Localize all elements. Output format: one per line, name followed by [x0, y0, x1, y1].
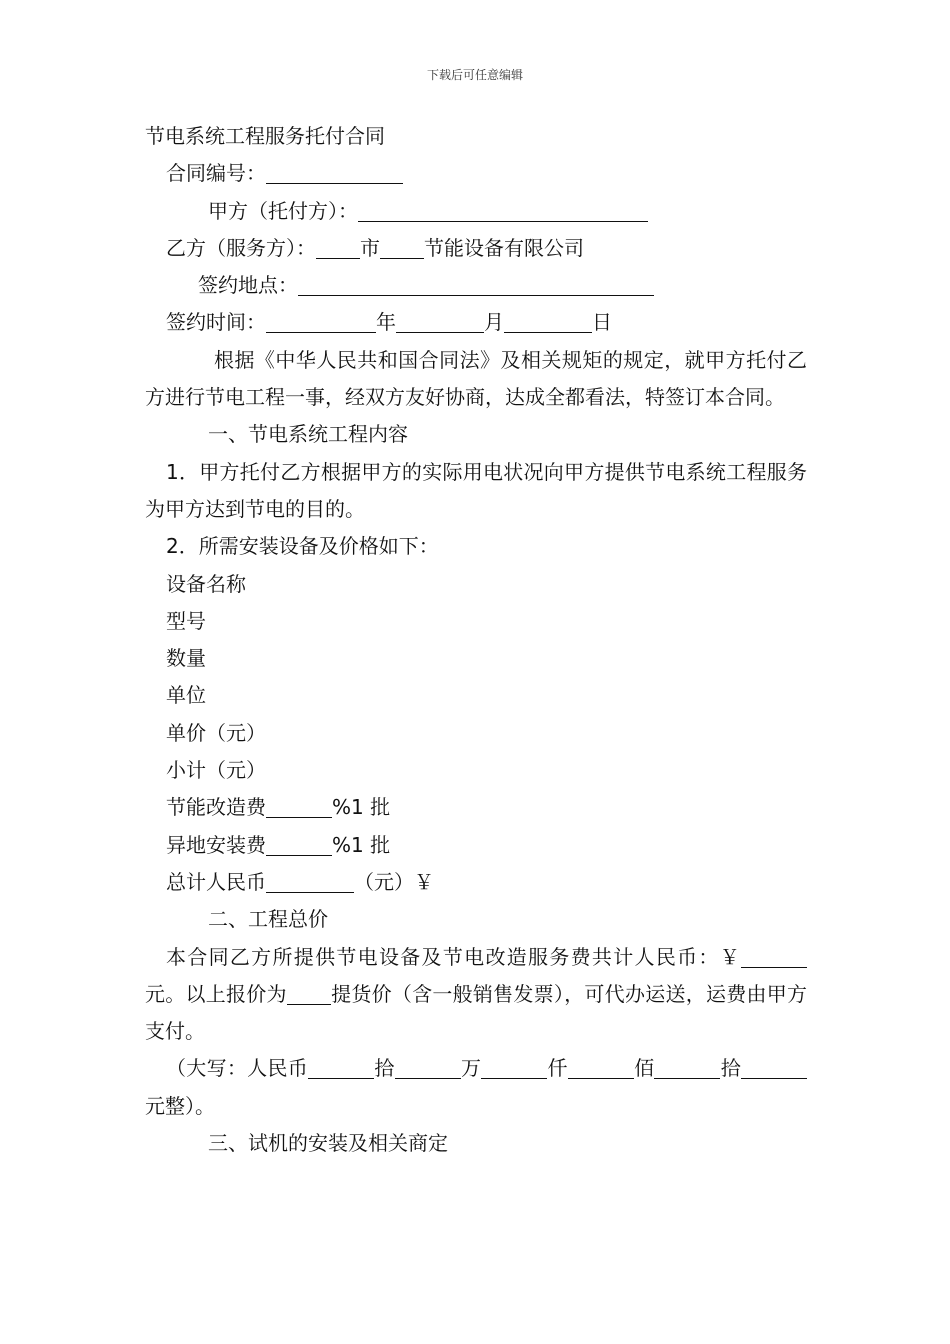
price-text-1: 本合同乙方所提供节电设备及节电改造服务费共计人民币：￥: [166, 944, 741, 969]
sign-place-line: [145, 267, 807, 304]
capital-unit-5: 拾: [720, 1056, 742, 1081]
sign-time-line: [145, 304, 807, 341]
field-model-label: 型号: [166, 608, 206, 633]
field-unit: [145, 677, 807, 714]
price-amount-blank[interactable]: [741, 945, 807, 968]
fee-installation-label: 异地安装费: [166, 832, 266, 857]
capital-blank-6[interactable]: [741, 1056, 807, 1079]
item-2-line: [145, 528, 807, 565]
party-b-name-blank[interactable]: [380, 234, 424, 259]
capital-blank-1[interactable]: [308, 1056, 374, 1079]
party-a-line: [145, 193, 807, 230]
field-unit-label: 单位: [166, 683, 206, 708]
section-3-heading: [145, 1125, 807, 1162]
field-equipment-name: [145, 566, 807, 603]
capital-blank-2[interactable]: [395, 1056, 461, 1079]
price-text-2: 元。以上报价为: [145, 981, 287, 1006]
header-note: 下载后可任意编辑: [426, 68, 523, 82]
capital-blank-4[interactable]: [568, 1056, 634, 1079]
capital-unit-2: 万: [460, 1056, 482, 1081]
section-2-heading: [145, 901, 807, 938]
section-1-heading: [145, 416, 807, 453]
capital-amount-paragraph: [145, 1050, 807, 1125]
capital-blank-5[interactable]: [654, 1056, 720, 1079]
section-3-title: 三、试机的安装及相关商定: [208, 1131, 448, 1156]
capital-suffix: 元整）。: [145, 1093, 215, 1118]
total-blank[interactable]: [266, 870, 354, 893]
capital-blank-3[interactable]: [481, 1056, 547, 1079]
party-b-company-label: 节能设备有限公司: [424, 235, 584, 260]
contract-title-text: 节电系统工程服务托付合同: [145, 124, 385, 148]
price-text-3: 提货价（含一般销售发票），可代办运送，运费由甲方支付。: [145, 981, 808, 1044]
fee-installation-blank[interactable]: [266, 833, 332, 856]
contract-document: [145, 118, 807, 1162]
party-b-label: 乙方（服务方）：: [166, 235, 316, 260]
fee-renovation-label: 节能改造费: [166, 795, 266, 820]
section-2-title: 二、工程总价: [208, 907, 328, 932]
field-subtotal-label: 小计（元）: [166, 758, 266, 783]
capital-prefix: （大写：人民币: [166, 1056, 309, 1081]
fee-installation-suffix: %1 批: [332, 832, 391, 857]
sign-month-blank[interactable]: [396, 308, 484, 333]
fee-renovation-suffix: %1 批: [332, 795, 391, 820]
fee-renovation-blank[interactable]: [266, 795, 332, 818]
party-a-label: 甲方（托付方）：: [208, 198, 358, 223]
sign-place-label: 签约地点：: [198, 273, 298, 298]
field-unit-price-label: 单价（元）: [166, 720, 266, 745]
sign-day-blank[interactable]: [504, 308, 592, 333]
party-b-city-blank[interactable]: [316, 234, 360, 259]
item-2-text: 2．所需安装设备及价格如下：: [166, 534, 439, 559]
field-subtotal: [145, 752, 807, 789]
party-a-blank[interactable]: [358, 197, 648, 222]
fee-installation-line: [145, 827, 807, 864]
contract-number-line: [145, 155, 807, 192]
fee-renovation-line: [145, 789, 807, 826]
contract-title: [145, 118, 807, 155]
intro-paragraph: 根据《中华人民共和国合同法》及相关规矩的规定，就甲方托付乙方进行节电工程一事，经双方友好协商，达成全都看法，特签订本合同。: [145, 347, 807, 410]
sign-year-blank[interactable]: [266, 308, 376, 333]
total-line: [145, 864, 807, 901]
field-model: [145, 603, 807, 640]
section-1-title: 一、节电系统工程内容: [208, 422, 408, 447]
sign-place-blank[interactable]: [298, 271, 654, 296]
year-label: 年: [376, 310, 396, 335]
total-label: 总计人民币: [166, 869, 266, 894]
day-label: 日: [592, 310, 612, 335]
field-quantity: [145, 640, 807, 677]
capital-unit-3: 仟: [547, 1056, 568, 1081]
capital-unit-4: 佰: [633, 1056, 655, 1081]
field-quantity-label: 数量: [166, 646, 206, 671]
party-b-city-label: 市: [360, 235, 380, 260]
contract-number-label: 合同编号：: [166, 161, 266, 186]
total-suffix: （元）￥: [354, 869, 434, 894]
price-paragraph: [145, 939, 807, 1051]
price-type-blank[interactable]: [287, 982, 331, 1005]
capital-unit-1: 拾: [374, 1056, 395, 1081]
field-unit-price: [145, 715, 807, 752]
party-b-line: [145, 230, 807, 267]
contract-number-blank[interactable]: [266, 159, 403, 184]
item-1-paragraph: 1．甲方托付乙方根据甲方的实际用电状况向甲方提供节电系统工程服务为甲方达到节电的目的。: [145, 459, 807, 521]
sign-time-label: 签约时间：: [166, 310, 266, 335]
month-label: 月: [484, 310, 504, 335]
field-equipment-name-label: 设备名称: [166, 571, 246, 596]
